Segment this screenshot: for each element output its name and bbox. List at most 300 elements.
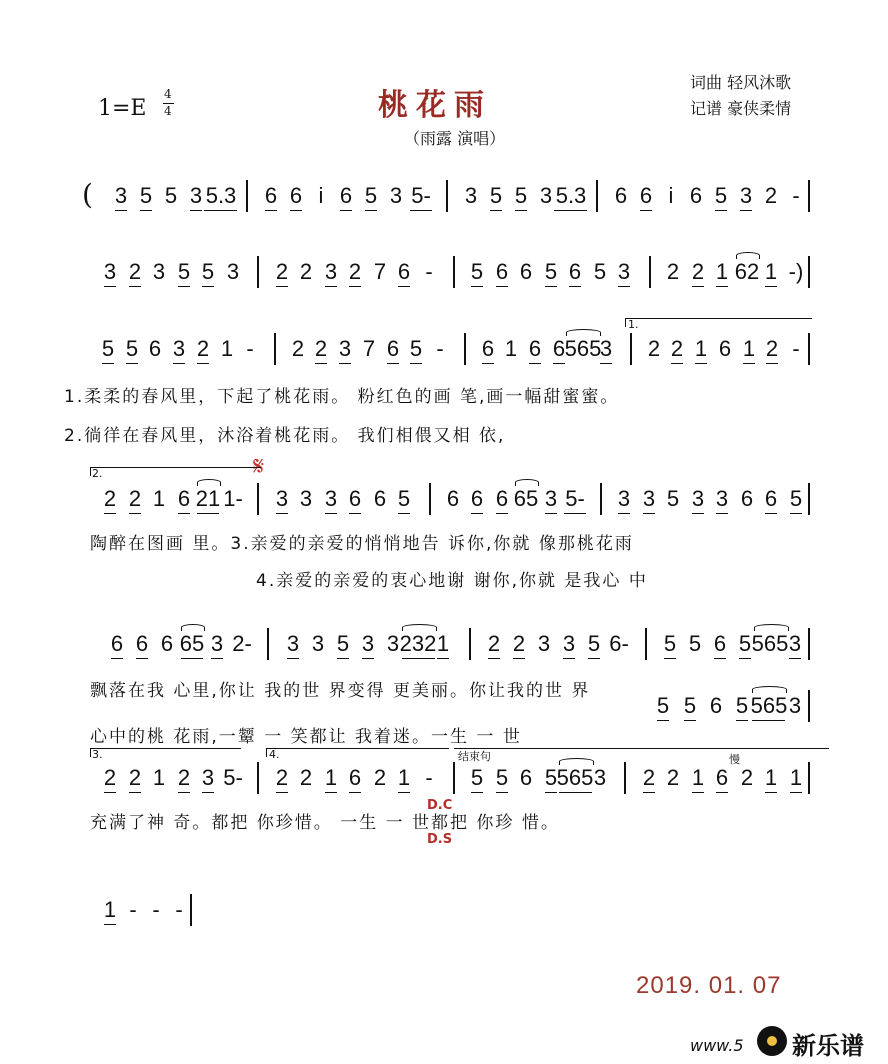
beam-underline: [559, 792, 592, 793]
key-signature: 1=E: [98, 96, 147, 121]
barline: [257, 256, 259, 288]
note: 7: [373, 259, 387, 284]
beam-underline: [739, 658, 751, 659]
note: -: [792, 183, 800, 208]
final-barline: [190, 894, 192, 926]
note: 6-: [609, 631, 629, 656]
note: 6: [715, 765, 729, 790]
note: 3: [562, 631, 576, 656]
beam-underline: [398, 513, 410, 514]
note: 3: [537, 631, 551, 656]
beam-underline: [325, 286, 337, 287]
note: 6: [289, 183, 303, 208]
beam-underline: [515, 210, 527, 211]
note: 5: [397, 486, 411, 511]
note: 5: [336, 631, 350, 656]
note: 3: [338, 336, 352, 361]
beam-underline: [569, 286, 581, 287]
note: 6: [519, 259, 533, 284]
beam-underline: [789, 658, 801, 659]
lyric-verse-3-line-1: 陶醉在图画 里。3.亲爱的亲爱的悄悄地告 诉你,你就 像那桃花雨: [90, 534, 634, 554]
singer-credit: （雨露 演唱）: [404, 129, 506, 148]
beam-underline: [736, 720, 748, 721]
note: 3: [114, 183, 128, 208]
beam-underline: [545, 792, 557, 793]
note: i: [318, 183, 324, 208]
beam-underline: [410, 210, 432, 211]
note: 5: [495, 765, 509, 790]
note: 1: [220, 336, 234, 361]
note: 6: [481, 336, 495, 361]
beam-underline: [716, 513, 728, 514]
note: -: [246, 336, 254, 361]
note: 2: [348, 259, 362, 284]
note: 5: [735, 693, 749, 718]
beam-underline: [657, 720, 669, 721]
note: 2: [275, 259, 289, 284]
beam-underline: [684, 720, 696, 721]
final-barline: [808, 628, 810, 660]
note: 5: [544, 259, 558, 284]
note: 2: [128, 765, 142, 790]
note: 5.3: [555, 183, 587, 208]
note: 65: [513, 486, 539, 511]
beam-underline: [643, 513, 655, 514]
note: -): [788, 259, 804, 284]
beam-underline: [126, 363, 138, 364]
note: 65: [179, 631, 205, 656]
note: 6: [495, 259, 509, 284]
note: 3: [691, 486, 705, 511]
barline: [596, 180, 598, 212]
note: 6: [718, 336, 732, 361]
note: 6: [397, 259, 411, 284]
note: 3: [593, 765, 607, 790]
note: 3: [617, 486, 631, 511]
beam-underline: [471, 513, 483, 514]
beam-underline: [437, 658, 449, 659]
note: 5: [164, 183, 178, 208]
beam-underline: [640, 210, 652, 211]
beam-underline: [276, 513, 288, 514]
beam-underline: [337, 658, 349, 659]
beam-underline: [766, 363, 778, 364]
slur: [515, 479, 539, 486]
final-barline: [808, 256, 810, 288]
beam-underline: [716, 286, 728, 287]
beam-underline: [398, 792, 410, 793]
beam-underline: [340, 210, 352, 211]
lyric-verse-4-line-1: 4.亲爱的亲爱的衷心地谢 谢你,你就 是我心 中: [256, 571, 648, 591]
note: 6: [519, 765, 533, 790]
note: -: [129, 897, 137, 922]
beam-underline: [588, 658, 600, 659]
note: 565: [750, 693, 788, 718]
ds-mark: D.S: [427, 832, 453, 847]
note: 3: [617, 259, 631, 284]
note: 3: [464, 183, 478, 208]
note: -: [425, 259, 433, 284]
note: 3: [172, 336, 186, 361]
note: 6: [446, 486, 460, 511]
note: 6: [495, 486, 509, 511]
beam-underline: [600, 363, 612, 364]
note: 5: [201, 259, 215, 284]
note: i: [668, 183, 674, 208]
beam-underline: [715, 210, 727, 211]
note: 1: [715, 259, 729, 284]
note: 5: [683, 693, 697, 718]
beam-underline: [695, 363, 707, 364]
slur: [402, 624, 437, 631]
beam-underline: [765, 286, 777, 287]
note: 6: [339, 183, 353, 208]
volta-bracket-2: [90, 467, 261, 476]
note: 2-: [232, 631, 252, 656]
note: 5: [101, 336, 115, 361]
note: 2: [177, 765, 191, 790]
beam-underline: [490, 210, 502, 211]
note: 1: [764, 765, 778, 790]
note: 3: [324, 259, 338, 284]
beam-underline: [554, 210, 587, 211]
note: 1: [152, 765, 166, 790]
beam-underline: [202, 286, 214, 287]
note: 3: [210, 631, 224, 656]
note: 3: [642, 486, 656, 511]
note: 6: [470, 486, 484, 511]
beam-underline: [349, 792, 361, 793]
volta-bracket-1: [625, 318, 812, 327]
note: 6: [552, 336, 566, 361]
beam-underline: [115, 210, 127, 211]
barline: [453, 256, 455, 288]
beam-underline: [265, 210, 277, 211]
slur: [559, 758, 594, 765]
barline: [624, 762, 626, 794]
note: 2: [373, 765, 387, 790]
beam-underline: [287, 658, 299, 659]
note: 5: [656, 693, 670, 718]
beam-underline: [202, 792, 214, 793]
note: 3: [389, 183, 403, 208]
note: 3: [275, 486, 289, 511]
beam-underline: [790, 513, 802, 514]
note: 1: [436, 631, 450, 656]
beam-underline: [129, 286, 141, 287]
beam-underline: [553, 363, 565, 364]
lyric-verse-1: 1.柔柔的春风里，下起了桃花雨。 粉红色的画 笔,画一幅甜蜜蜜。: [64, 387, 620, 407]
note: 5: [470, 765, 484, 790]
note: 6: [614, 183, 628, 208]
note: 6: [689, 183, 703, 208]
beam-underline: [173, 363, 185, 364]
beam-underline: [765, 792, 777, 793]
note: 6: [348, 486, 362, 511]
beam-underline: [104, 513, 116, 514]
note: 1: [103, 897, 117, 922]
barline: [246, 180, 248, 212]
song-title: 桃花雨: [378, 88, 492, 123]
note: 3: [286, 631, 300, 656]
note: 3: [539, 183, 553, 208]
barline: [645, 628, 647, 660]
opening-parenthesis: (: [82, 178, 93, 211]
note: 3: [544, 486, 558, 511]
note: 5: [364, 183, 378, 208]
beam-underline: [178, 792, 190, 793]
beam-underline: [740, 210, 752, 211]
note: 5.3: [205, 183, 237, 208]
note: 5: [409, 336, 423, 361]
note: 1: [742, 336, 756, 361]
transcriber-credit: 记谱 豪侠柔情: [690, 99, 792, 118]
beam-underline: [290, 210, 302, 211]
note: 6: [764, 486, 778, 511]
volta-bracket-4: [266, 748, 449, 757]
beam-underline: [387, 363, 399, 364]
lyric-verse-3-line-2: 飘落在我 心里,你让 我的世 界变得 更美丽。你让我的世 界: [90, 681, 591, 701]
note: 5: [544, 765, 558, 790]
note: 2: [128, 486, 142, 511]
note: 3: [201, 765, 215, 790]
beam-underline: [362, 658, 374, 659]
beam-underline: [276, 286, 288, 287]
note: 2: [103, 486, 117, 511]
note: 2: [291, 336, 305, 361]
barline: [257, 762, 259, 794]
beam-underline: [104, 924, 116, 925]
beam-underline: [178, 286, 190, 287]
volta-bracket-3: [90, 748, 241, 757]
note: 3: [788, 631, 802, 656]
ending-label: 结束句: [458, 750, 491, 763]
note: 2: [666, 765, 680, 790]
note: 2: [670, 336, 684, 361]
note: 6: [568, 259, 582, 284]
note: 21: [195, 486, 221, 511]
note: 3: [103, 259, 117, 284]
note: 2: [299, 259, 313, 284]
note: 5: [789, 486, 803, 511]
note: 1: [764, 259, 778, 284]
note: 3: [324, 486, 338, 511]
note: 6: [177, 486, 191, 511]
dc-mark: D.C: [427, 798, 453, 813]
note: 5: [593, 259, 607, 284]
note: 6: [386, 336, 400, 361]
note: 3: [715, 486, 729, 511]
note: 1: [694, 336, 708, 361]
note: 6: [373, 486, 387, 511]
note: 1: [789, 765, 803, 790]
note: 5: [714, 183, 728, 208]
note: 3: [189, 183, 203, 208]
note: 6: [713, 631, 727, 656]
final-barline: [808, 762, 810, 794]
beam-underline: [716, 792, 728, 793]
tempo-slow-mark: 慢: [729, 753, 740, 766]
note: 5-: [223, 765, 243, 790]
note: 5: [663, 631, 677, 656]
beam-underline: [471, 792, 483, 793]
note: 6: [264, 183, 278, 208]
slur: [754, 624, 789, 631]
beam-underline: [140, 210, 152, 211]
beam-underline: [765, 513, 777, 514]
volta-label-1: 1.: [628, 318, 639, 331]
beam-underline: [197, 363, 209, 364]
note: 3: [788, 693, 802, 718]
volta-label-4: 4.: [269, 748, 280, 761]
beam-underline: [496, 513, 508, 514]
note: 5: [514, 183, 528, 208]
beam-underline: [671, 363, 683, 364]
note: 5: [125, 336, 139, 361]
beam-underline: [790, 792, 802, 793]
note: 2: [764, 183, 778, 208]
note: -: [152, 897, 160, 922]
beam-underline: [496, 286, 508, 287]
note: 5: [489, 183, 503, 208]
note: 2: [666, 259, 680, 284]
ending-bracket: [454, 748, 829, 757]
note: 3: [311, 631, 325, 656]
beam-underline: [111, 658, 123, 659]
lyric-verse-4-line-2: 心中的桃 花雨,一颦 一 笑都让 我着迷。一生 一 世: [90, 727, 522, 747]
beam-underline: [211, 658, 223, 659]
final-barline: [808, 333, 810, 365]
barline: [446, 180, 448, 212]
note: 2: [487, 631, 501, 656]
beam-underline: [545, 513, 557, 514]
final-barline: [808, 180, 810, 212]
beam-underline: [339, 363, 351, 364]
note: 3: [361, 631, 375, 656]
lyric-verse-2: 2.徜徉在春风里，沐浴着桃花雨。 我们相偎又相 依,: [64, 426, 506, 446]
date-stamp: 2019. 01. 07: [636, 972, 782, 999]
note: 5: [587, 631, 601, 656]
beam-underline: [752, 720, 785, 721]
note: 6: [110, 631, 124, 656]
note: 5-: [565, 486, 585, 511]
note: 62: [734, 259, 760, 284]
beam-underline: [204, 210, 237, 211]
note: 2: [103, 765, 117, 790]
barline: [600, 483, 602, 515]
note: 3: [739, 183, 753, 208]
note: 2: [314, 336, 328, 361]
beam-underline: [545, 286, 557, 287]
time-signature-bottom: 4: [164, 104, 172, 118]
note: 7: [362, 336, 376, 361]
note: 2: [740, 765, 754, 790]
note: 2: [299, 765, 313, 790]
slur: [566, 329, 601, 336]
note: 565: [556, 765, 594, 790]
beam-underline: [743, 363, 755, 364]
note: 1: [152, 486, 166, 511]
beam-underline: [563, 658, 575, 659]
segno-sign: 𝄋: [253, 452, 265, 482]
note: 3: [299, 486, 313, 511]
beam-underline: [564, 513, 586, 514]
beam-underline: [104, 792, 116, 793]
note: 6: [740, 486, 754, 511]
brand-logo: 新乐谱: [792, 1032, 864, 1060]
record-logo-icon: [757, 1026, 787, 1056]
beam-underline: [398, 286, 410, 287]
beam-underline: [714, 658, 726, 659]
beam-underline: [618, 286, 630, 287]
beam-underline: [178, 513, 190, 514]
note: 1: [504, 336, 518, 361]
barline: [429, 483, 431, 515]
note: 2: [275, 765, 289, 790]
beam-underline: [276, 792, 288, 793]
barline: [464, 333, 466, 365]
barline: [469, 628, 471, 660]
barline: [649, 256, 651, 288]
beam-underline: [692, 286, 704, 287]
note: 5: [177, 259, 191, 284]
final-barline: [808, 690, 810, 722]
note: 565: [564, 336, 602, 361]
slur: [181, 624, 205, 631]
note: 6: [160, 631, 174, 656]
note: 5-: [411, 183, 431, 208]
beam-underline: [315, 363, 327, 364]
beam-underline: [482, 363, 494, 364]
beam-underline: [488, 658, 500, 659]
note: 565: [751, 631, 789, 656]
note: 3: [599, 336, 613, 361]
note: -: [175, 897, 183, 922]
volta-label-2: 2.: [92, 467, 103, 480]
note: 5: [666, 486, 680, 511]
note: -: [792, 336, 800, 361]
note: 5: [139, 183, 153, 208]
lyric-ending: 充满了神 奇。都把 你珍惜。 一生 一 世都把 你珍 惜。: [90, 813, 560, 833]
barline: [630, 333, 632, 365]
note: 3: [152, 259, 166, 284]
beam-underline: [513, 658, 525, 659]
beam-underline: [197, 513, 219, 514]
beam-underline: [181, 658, 203, 659]
note: 6: [135, 631, 149, 656]
note: 1: [691, 765, 705, 790]
beam-underline: [129, 792, 141, 793]
beam-underline: [190, 210, 202, 211]
note: 6: [148, 336, 162, 361]
final-barline: [808, 483, 810, 515]
slur: [752, 686, 787, 693]
volta-label-3: 3.: [92, 748, 103, 761]
beam-underline: [402, 658, 435, 659]
note: 6: [348, 765, 362, 790]
barline: [274, 333, 276, 365]
slur: [197, 479, 221, 486]
slur: [736, 252, 760, 259]
note: 3: [226, 259, 240, 284]
beam-underline: [410, 363, 422, 364]
note: 2: [128, 259, 142, 284]
note: 2: [765, 336, 779, 361]
note: 2: [196, 336, 210, 361]
site-watermark: www.5: [690, 1036, 744, 1055]
note: 5: [470, 259, 484, 284]
beam-underline: [325, 792, 337, 793]
